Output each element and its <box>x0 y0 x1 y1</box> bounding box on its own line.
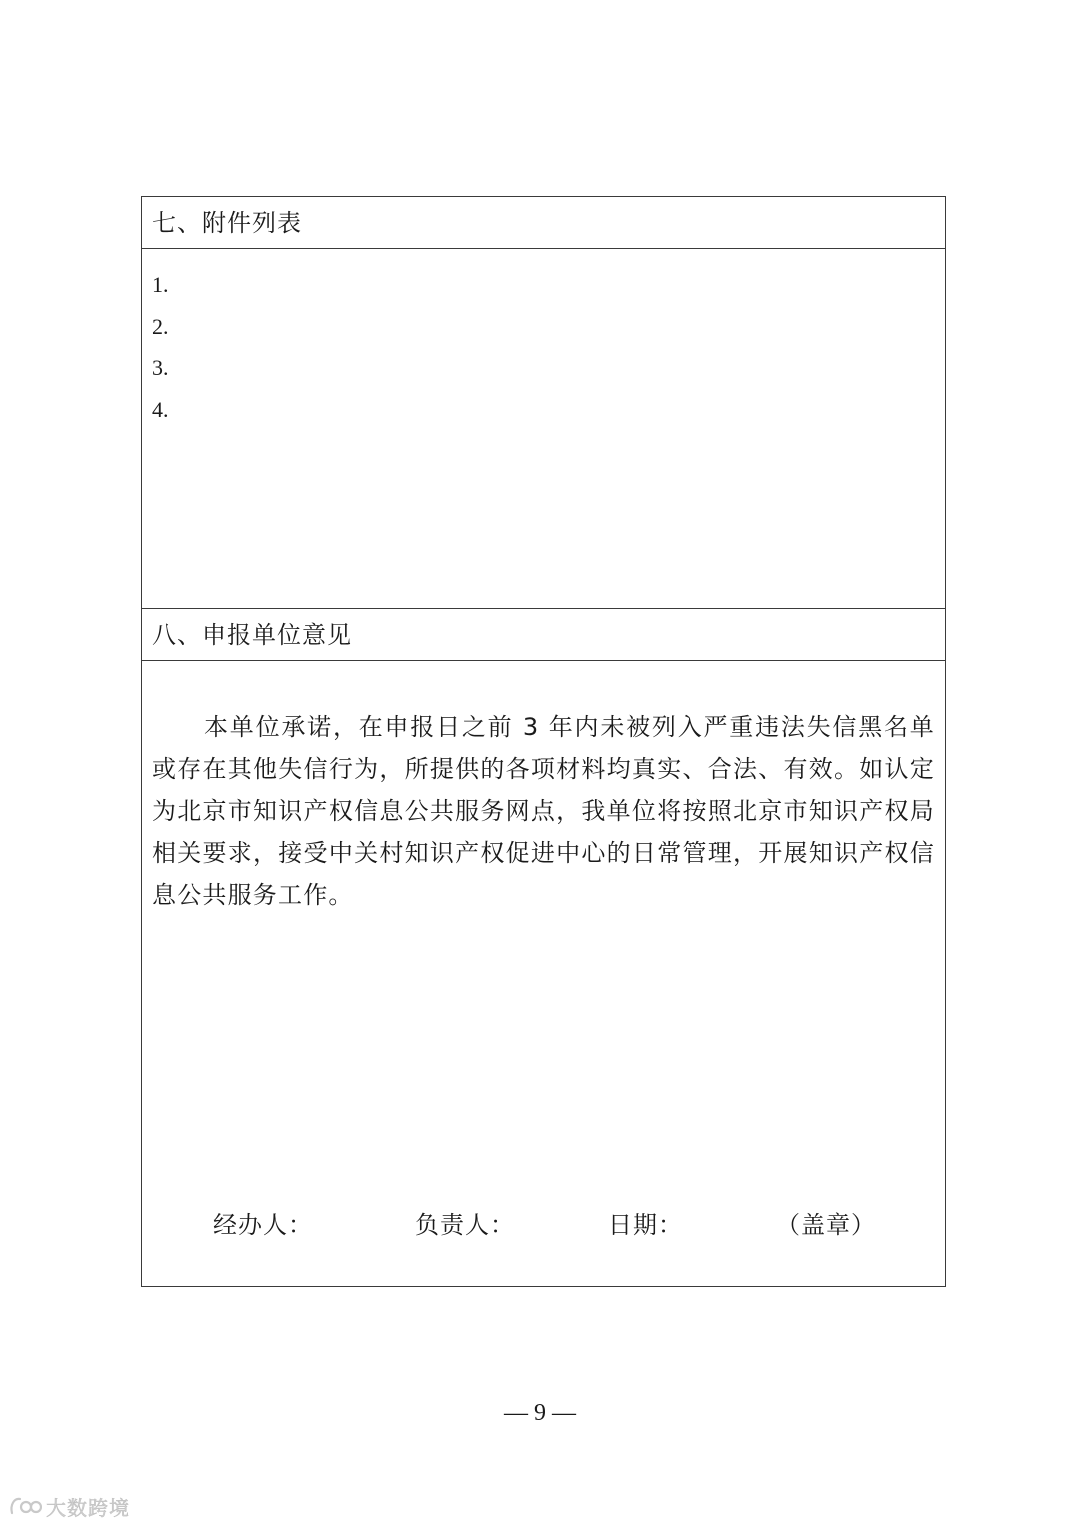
section-opinion-title: 八、申报单位意见 <box>152 621 352 649</box>
attachment-item: 2. <box>152 313 169 339</box>
commitment-paragraph: 本单位承诺，在申报日之前 3 年内未被列入严重违法失信黑名单或存在其他失信行为，所提供的各项材料均真实、合法、有效。如认定为北京市知识产权信息公共服务网点，我单位将按照北京市知识产权局相关要求，接受中关村知识产权促进中心的日常管理，开展知识产权信息公共服务工作。 <box>152 713 935 909</box>
attachment-item: 3. <box>152 355 169 380</box>
page-number: — 9 — <box>504 1400 576 1426</box>
owner-signature-label: 负责人： <box>415 1211 515 1239</box>
section-opinion-header <box>142 609 945 661</box>
handler-signature-label: 经办人： <box>213 1211 313 1239</box>
brand-logo-icon <box>8 1493 42 1519</box>
watermark-text: 大数跨境 <box>46 1495 130 1520</box>
date-label: 日期： <box>608 1211 683 1239</box>
section-opinion-body <box>142 661 945 1286</box>
watermark <box>8 1491 130 1521</box>
attachment-item: 1. <box>152 272 169 297</box>
section-attachments-header <box>142 197 945 249</box>
attachment-list <box>152 269 169 435</box>
seal-label: （盖章） <box>776 1211 876 1239</box>
section-attachments-body <box>142 249 945 609</box>
attachment-item: 4. <box>152 396 169 422</box>
section-attachments-title: 七、附件列表 <box>152 209 302 237</box>
application-form-table <box>141 196 946 1287</box>
